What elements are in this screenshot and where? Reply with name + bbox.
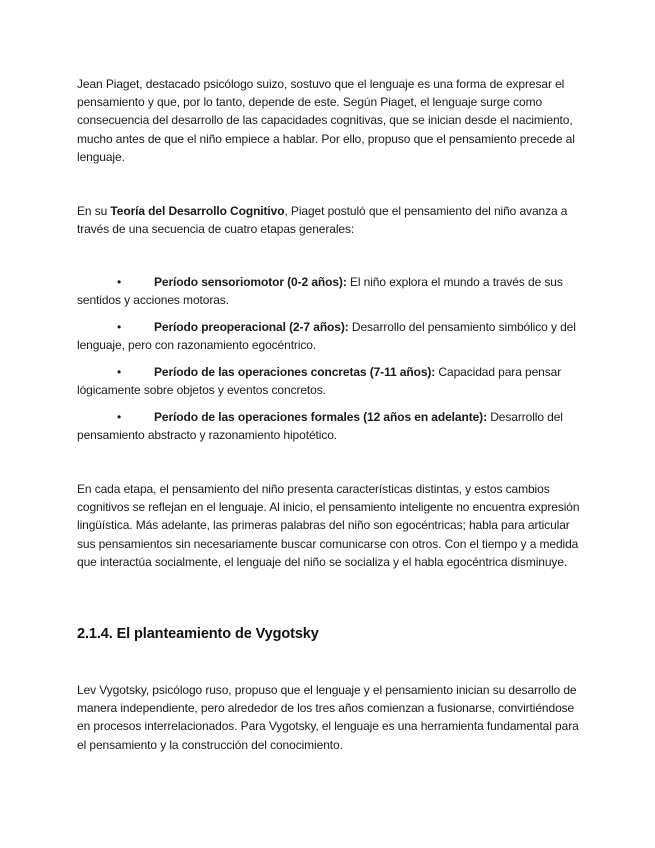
bullet-icon: • xyxy=(117,365,122,379)
stage-title: Período de las operaciones concretas (7-11 años): xyxy=(154,365,436,379)
paragraph-cognitive-theory xyxy=(77,202,582,238)
bullet-icon: • xyxy=(117,275,122,289)
stage-description: Desarrollo del pensamiento simbólico y del lenguaje, pero con razonamiento egocéntrico. xyxy=(77,320,576,353)
paragraph-piaget-intro: Jean Piaget, destacado psicólogo suizo, sostuvo que el lenguaje es una forma de expresar el pensamiento y que, por lo tanto, depende de este. Según Piaget, el lenguaje surge como consecuencia del desarrollo de las capacidades cognitivas, que se inician desde el nacimiento, mucho antes de que el niño empiece a hablar. Por ello, propuso que el pensamiento precede al lenguaje. xyxy=(77,77,575,164)
paragraph-cognitive-theory-prefix: En su xyxy=(77,204,111,218)
stage-description: El niño explora el mundo a través de sus sentidos y acciones motoras. xyxy=(77,275,563,308)
stage-description: Desarrollo del pensamiento abstracto y razonamiento hipotético. xyxy=(77,410,563,443)
stage-title: Período sensoriomotor (0-2 años): xyxy=(154,275,347,289)
stage-list-item xyxy=(77,363,582,399)
stage-list-item xyxy=(77,318,582,354)
paragraph-cognitive-theory-suffix: , Piaget postuló que el pensamiento del niño avanza a través de una secuencia de cuatro etapas generales: xyxy=(77,204,568,237)
stage-list-item xyxy=(77,408,582,444)
stage-title: Período preoperacional (2-7 años): xyxy=(154,320,349,334)
section-heading: 2.1.4. El planteamiento de Vygotsky xyxy=(77,626,319,642)
stage-title: Período de las operaciones formales (12 años en adelante): xyxy=(154,410,487,424)
theory-name: Teoría del Desarrollo Cognitivo xyxy=(110,204,285,218)
bullet-icon: • xyxy=(117,410,122,424)
stage-description: Capacidad para pensar lógicamente sobre objetos y eventos concretos. xyxy=(77,365,562,398)
paragraph-vygotsky: Lev Vygotsky, psicólogo ruso, propuso que el lenguaje y el pensamiento inician su desarrollo de manera independiente, pero alrededor de los tres años comienzan a fusionarse, convirtiéndose en procesos interrelacionados. Para Vygotsky, el lenguaje es una herramienta fundamental para el pensamiento y la construcción del conocimiento. xyxy=(77,683,579,752)
paragraph-stage-changes: En cada etapa, el pensamiento del niño presenta características distintas, y estos cambios cognitivos se reflejan en el lenguaje. Al inicio, el pensamiento inteligente no encuentra expresión lingüística. Más adelante, las primeras palabras del niño son egocéntricas; habla para articular sus pensamientos sin necesariamente buscar comunicarse con otros. Con el tiempo y a medida que interactúa socialmente, el lenguaje del niño se socializa y el habla egocéntrica disminuye. xyxy=(77,482,580,569)
bullet-icon: • xyxy=(117,320,122,334)
stage-list-item xyxy=(77,273,582,309)
